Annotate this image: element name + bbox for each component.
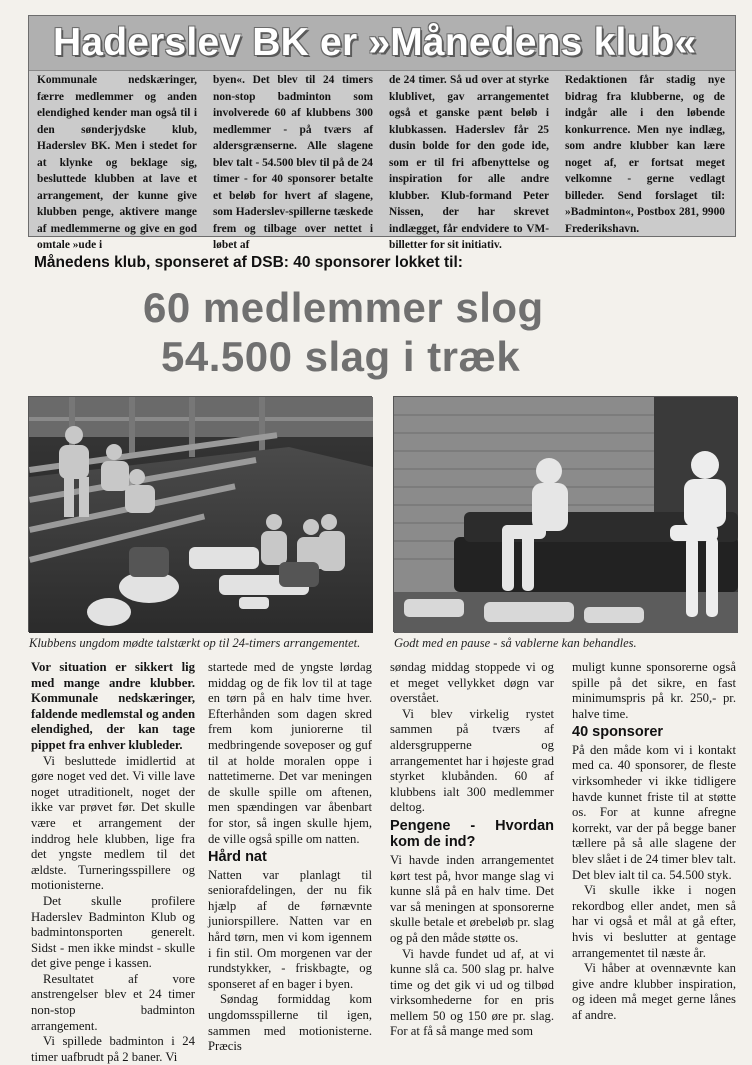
- intro-box: [28, 15, 736, 251]
- photo-kids-illustration: [394, 397, 738, 633]
- paragraph: muligt kunne sponsorerne også spille på det sikre, en fast minimumspris på kr. 250,- pr. halve time.: [572, 660, 736, 721]
- photo-youth-illustration: [29, 397, 373, 633]
- subheading-money: Pengene - Hvordan kom de ind?: [390, 817, 554, 851]
- paragraph: søndag middag stoppede vi og et meget vellykket døgn var overstået.: [390, 660, 554, 706]
- article-column-1: [31, 660, 195, 1064]
- paragraph: Det skulle profilere Haderslev Badminton Klub og badmintonsporten generelt. Sidst - men ikke mindst - skulle det give penge i kassen.: [31, 893, 195, 971]
- paragraph: Vi spillede badminton i 24 timer uafbrudt på 2 baner. Vi: [31, 1034, 195, 1064]
- photo-caption-1: Klubbens ungdom mødte talstærkt op til 24-timers arrangementet.: [29, 636, 361, 650]
- paragraph: Søndag formiddag kom ungdomsspillerne til igen, sammen med motionisterne. Præcis: [208, 992, 372, 1054]
- paragraph: Resultatet af vore anstrengelser blev et 24 timer non-stop badminton arrangement.: [31, 971, 195, 1033]
- paragraph: Vi håber at ovennævnte kan give andre klubber inspiration, og ideen må meget gerne lånes af andre.: [572, 961, 736, 1022]
- title-banner: [29, 16, 735, 71]
- kicker: Månedens klub, sponseret af DSB: 40 sponsorer lokket til:: [34, 254, 463, 271]
- article-column-2: [208, 660, 372, 1054]
- intro-column-1: Kommunale nedskæringer, færre medlemmer og anden elendighed kender man også til i den sønderjydske klub, Haderslev BK. Men i stedet for at klynke og beklage sig, besluttede klubben at lave et arrangement, der kunne give klubben penge, aktivere mange af medlemmerne og give en god omtale »ude i: [37, 74, 197, 251]
- subheading-hard-night: Hård nat: [208, 849, 267, 866]
- main-title: Haderslev BK er »Månedens klub«: [53, 21, 697, 64]
- article-column-3: [390, 660, 554, 1039]
- subheading-sponsors: 40 sponsorer: [572, 724, 664, 741]
- article-column-4: [572, 660, 736, 1022]
- paragraph: startede med de yngste lørdag middag og de fik lov til at tage en tørn på en halv time hver. Efterhånden som dagen skred frem kom juniorerne til medbringende soveposer og guf til at holde moralen oppe i nattetimerne. Det var meningen de skulle spille om aftenen, men spændingen var åbenbart for stor, så ingen skulle hjem, de ville også spille om natten.: [208, 660, 372, 846]
- paragraph: Natten var planlagt til seniorafdelingen, der nu fik hjælp af de førnævnte juniorspillere. Natten var en hård tørn, men vi kom igennem i fin stil. Om morgenen var der rundstykker, - friskbagte, og sponseret af en bager i byen.: [208, 867, 372, 991]
- intro-column-2: byen«. Det blev til 24 timers non-stop badminton som involverede 60 af klubbens 300 medlemmer - på tværs af aldersgrænserne. Alle slagene blev talt - 54.500 blev til på de 24 timer - for 40 sponsorer betalte et beløb for hvert af slagene, som Haderslev-spillerne tæskede frem og tilbage over nettet i løbet af: [213, 74, 373, 251]
- paragraph: Vi havde fundet ud af, at vi kunne slå ca. 500 slag pr. halve time og det gik vi ud og tilbød virksomhederne for en pris mellem 50 og 150 øre pr. slag. For at få så mange med som: [390, 946, 554, 1039]
- photo-kids-resting: [393, 396, 737, 632]
- paragraph: Vi skulle ikke i nogen rekordbog eller andet, men så har vi også et mål at gå efter, hvis vi beslutter at gentage arrangementet til næste år.: [572, 883, 736, 960]
- photo-youth-in-hall: [28, 396, 372, 632]
- photo-caption-2: Godt med en pause - så vablerne kan behandles.: [394, 636, 637, 650]
- intro-column-4: Redaktionen får stadig nye bidrag fra klubberne, og de indgår alle i den løbende konkurrence. Men nye indlæg, som andre klubber kan lære noget af, er fortsat meget velkomne - gerne vedlagt billeder. Send forslaget til: »Badminton«, Postbox 281, 9900 Frederikshavn.: [565, 74, 725, 235]
- paragraph: Vi besluttede imidlertid at gøre noget ved det. Vi ville lave noget utraditionelt, noget der ikke var prøvet før. Det skulle være et arrangement der inddrog hele klubben, lige fra det yngste medlem til det ældste. Turneringsspillere og motionisterne.: [31, 753, 195, 893]
- paragraph: Vi blev virkelig rystet sammen på tværs af aldersgrupperne og arrangementet har i højeste grad styrket klubånden. 60 af klubbens ialt 300 medlemmer deltog.: [390, 706, 554, 815]
- article-lead: Vor situation er sikkert lig med mange andre klubber. Kommunale nedskæringer, faldende medlemstal og anden elendighed, der kan tage pippet fra enhver klubleder.: [31, 660, 195, 752]
- headline-line-2: 54.500 slag i træk: [161, 333, 521, 380]
- headline-line-1: 60 medlemmer slog: [143, 284, 544, 331]
- paragraph: På den måde kom vi i kontakt med ca. 40 sponsorer, de fleste virksomheder vi ikke tidligere havde kunnet friste til at støtte os. For at kunne afregne korrekt, var der på begge baner tællere på så alle slagene der blev slået i de 24 timer blev talt. Det blev ialt til ca. 54.500 styk.: [572, 742, 736, 882]
- intro-column-3: de 24 timer. Så ud over at styrke klublivet, gav arrangementet også et ganske pænt beløb i klubkassen. Haderslev får 25 dusin bolde for den gode ide, som er til fri afbenyttelse og inspiration for alle andre klubber. Klub-formand Peter Nissen, der har skrevet indlægget, får endvidere to VM-billetter for sit initiativ.: [389, 74, 549, 251]
- paragraph: Vi havde inden arrangementet kørt test på, hvor mange slag vi kunne slå på en halv time. Det var så meningen at sponsorerne skulle betale et ørebeløb pr. slag og på den måde støtte os.: [390, 852, 554, 945]
